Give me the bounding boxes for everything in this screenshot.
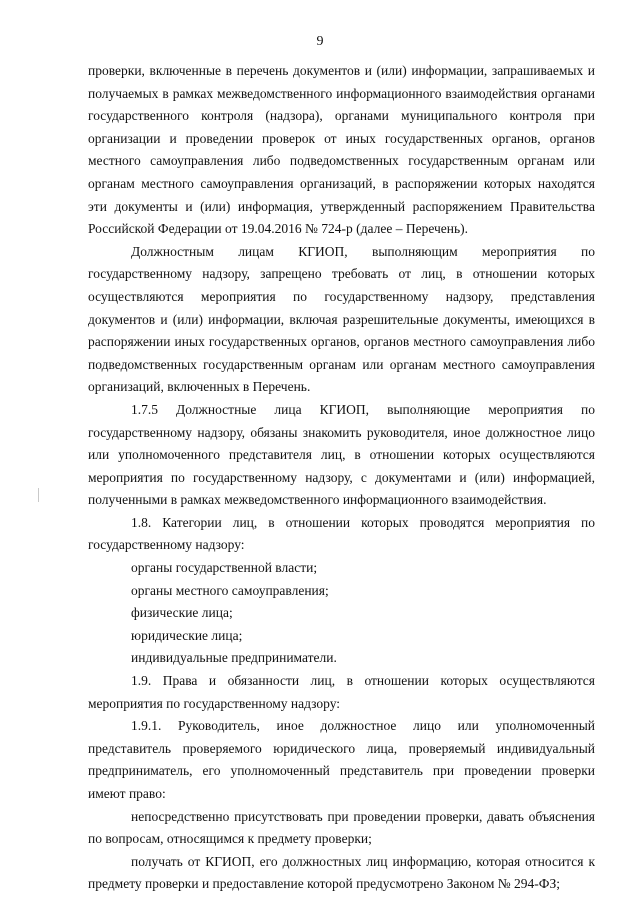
paragraph: получать от КГИОП, его должностных лиц информацию, которая относится к предмету проверки и предоставление которой предусмотрено Законом № 294-ФЗ;	[88, 853, 595, 892]
categories-list	[88, 557, 595, 670]
paragraph: 1.7.5 Должностные лица КГИОП, выполняющие мероприятия по государственному надзору, обязаны знакомить руководителя, иное должностное лицо или уполномоченного представителя лиц, в отношении которых осуществляются мероприятия по государственному надзору, с документами и (или) информацией, полученными в рамках межведомственного информационного взаимодействия.	[88, 401, 595, 508]
paragraph: 1.8. Категории лиц, в отношении которых проводятся мероприятия по государственному надзору:	[88, 514, 595, 553]
list-item: органы государственной власти;	[131, 560, 318, 576]
document-body	[88, 60, 595, 896]
list-item: физические лица;	[131, 605, 233, 621]
list-item: органы местного самоуправления;	[131, 582, 329, 598]
paragraph: 1.9.1. Руководитель, иное должностное лицо или уполномоченный представитель проверяемого юридического лица, проверяемый индивидуальный предприниматель, его уполномоченный представитель при проведении проверки имеют право:	[88, 718, 595, 801]
paragraph: 1.9. Права и обязанности лиц, в отношении которых осуществляются мероприятия по государственному надзору:	[88, 673, 595, 711]
list-item: юридические лица;	[131, 627, 243, 643]
paragraph: непосредственно присутствовать при проведении проверки, давать объяснения по вопросам, относящимся к предмету проверки;	[88, 808, 595, 847]
margin-mark	[38, 488, 39, 502]
list-item: индивидуальные предприниматели.	[131, 650, 337, 666]
paragraph-continuation: проверки, включенные в перечень документов и (или) информации, запрашиваемых и получаемых в рамках межведомственного информационного взаимодействия органами государственного контроля (надзора), органами муниципального контроля при организации и проведении проверок от иных государственных органов, органов местного самоуправления либо подведомственных государственным органам или органам местного самоуправления организаций, в распоряжении которых находятся эти документы и (или) информация, утвержденный распоряжением Правительства Российской Федерации от 19.04.2016 № 724-р (далее – Перечень).	[88, 63, 595, 237]
paragraph: Должностным лицам КГИОП, выполняющим мероприятия по государственному надзору, запрещено требовать от лиц, в отношении которых осуществляются мероприятия по государственному надзору, представления документов и (или) информации, включая разрешительные документы, имеющихся в распоряжении иных государственных органов, органов местного самоуправления либо подведомственных государственным органам или органам местного самоуправления организаций, включенных в Перечень.	[88, 243, 595, 395]
page-number: 9	[316, 34, 324, 49]
